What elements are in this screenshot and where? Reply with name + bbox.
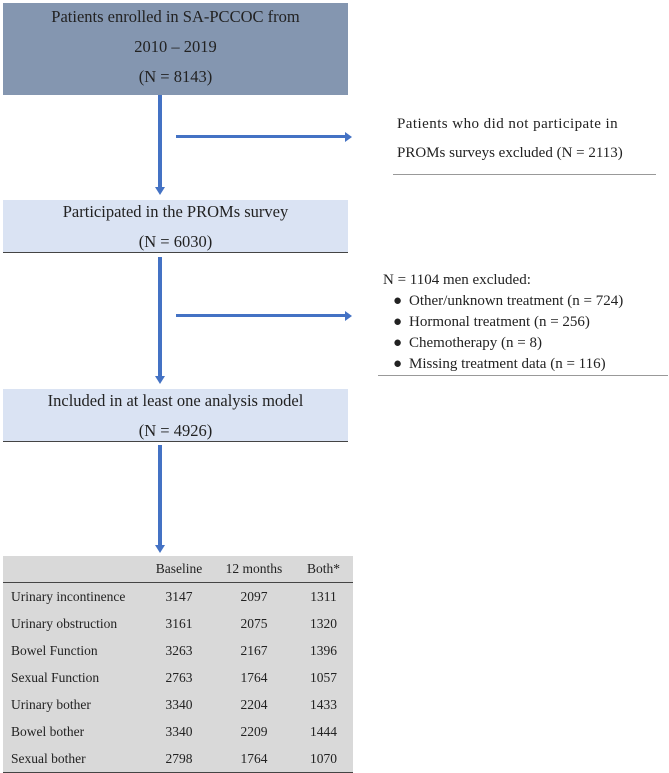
bullet-icon: ● (393, 293, 403, 309)
table-cell: 1057 (310, 669, 337, 685)
exclusion2-item: ● Other/unknown treatment (n = 724) (378, 291, 623, 312)
table-cell: 1311 (310, 588, 337, 604)
table-row (3, 610, 353, 637)
table-header (3, 556, 144, 583)
table-header-row (3, 556, 353, 583)
table-cell: 3147 (165, 588, 193, 604)
exclusion2-item: ● Hormonal treatment (n = 256) (378, 312, 623, 333)
enrolled-line2: 2010 – 2019 (134, 37, 217, 56)
table-cell: 2763 (165, 669, 193, 685)
table-row (3, 583, 353, 611)
table-cell: 1070 (310, 750, 337, 766)
table-header: Both* (294, 556, 353, 583)
table-cell: Sexual Function (11, 669, 100, 685)
table-cell: Urinary incontinence (11, 588, 126, 604)
table-cell: 1444 (310, 723, 337, 739)
table-row (3, 664, 353, 691)
table-cell: 3263 (165, 642, 193, 658)
table-cell: 1764 (240, 750, 268, 766)
table-cell: 1320 (310, 615, 337, 631)
bullet-icon: ● (393, 314, 403, 330)
exclusion-arrowhead-1 (345, 132, 352, 142)
table-cell: Bowel Function (11, 642, 98, 658)
table-header: 12 months (214, 556, 294, 583)
participated-box (3, 200, 348, 253)
analysis-table (3, 556, 353, 773)
table-cell: 1764 (240, 669, 268, 685)
table-row (3, 745, 353, 773)
table-cell: 2204 (240, 696, 268, 712)
included-box (3, 389, 348, 442)
exclusion-box-1 (393, 112, 656, 175)
exclusion-arrow-2 (176, 314, 346, 317)
table-cell: 2097 (240, 588, 268, 604)
table-cell: 3340 (165, 723, 193, 739)
participated-count: (N = 6030) (138, 232, 213, 251)
exclusion2-list (378, 291, 623, 375)
table-cell: 2075 (240, 615, 268, 631)
table-cell: Urinary bother (11, 696, 91, 712)
table-row (3, 637, 353, 664)
flow-arrowhead-3 (155, 545, 165, 553)
table-cell: Sexual bother (11, 750, 86, 766)
exclusion-arrow-1 (176, 135, 346, 138)
enrolled-count: (N = 8143) (138, 67, 213, 86)
table-cell: 2167 (240, 642, 268, 658)
table-header: Baseline (144, 556, 214, 583)
table-cell: Urinary obstruction (11, 615, 118, 631)
bullet-icon: ● (393, 356, 403, 372)
exclusion1-line2: PROMs surveys excluded (N = 2113) (397, 145, 623, 161)
table-row (3, 691, 353, 718)
table-cell: Bowel bother (11, 723, 85, 739)
table-cell: 1433 (310, 696, 337, 712)
exclusion-box-2 (378, 267, 668, 376)
table-cell: 2798 (165, 750, 193, 766)
exclusion1-line1: Patients who did not participate in (397, 116, 619, 132)
exclusion-arrowhead-2 (345, 311, 352, 321)
table-cell: 3161 (165, 615, 193, 631)
flow-arrow-3 (158, 445, 162, 545)
enrolled-box (3, 3, 348, 95)
enrolled-line1: Patients enrolled in SA-PCCOC from (51, 7, 300, 26)
participated-line1: Participated in the PROMs survey (62, 202, 289, 221)
included-count: (N = 4926) (138, 421, 213, 440)
bullet-icon: ● (393, 335, 403, 351)
included-line1: Included in at least one analysis model (47, 391, 304, 410)
flow-arrowhead-1 (155, 187, 165, 195)
flow-arrowhead-2 (155, 376, 165, 384)
exclusion2-item: ● Missing treatment data (n = 116) (378, 354, 623, 375)
table-cell: 2209 (240, 723, 268, 739)
flow-arrow-1 (158, 95, 162, 187)
table-cell: 1396 (310, 642, 337, 658)
exclusion2-item: ● Chemotherapy (n = 8) (378, 333, 623, 354)
table-cell: 3340 (165, 696, 193, 712)
flow-arrow-2 (158, 257, 162, 376)
exclusion2-header: N = 1104 men excluded: (383, 272, 531, 288)
table-row (3, 718, 353, 745)
